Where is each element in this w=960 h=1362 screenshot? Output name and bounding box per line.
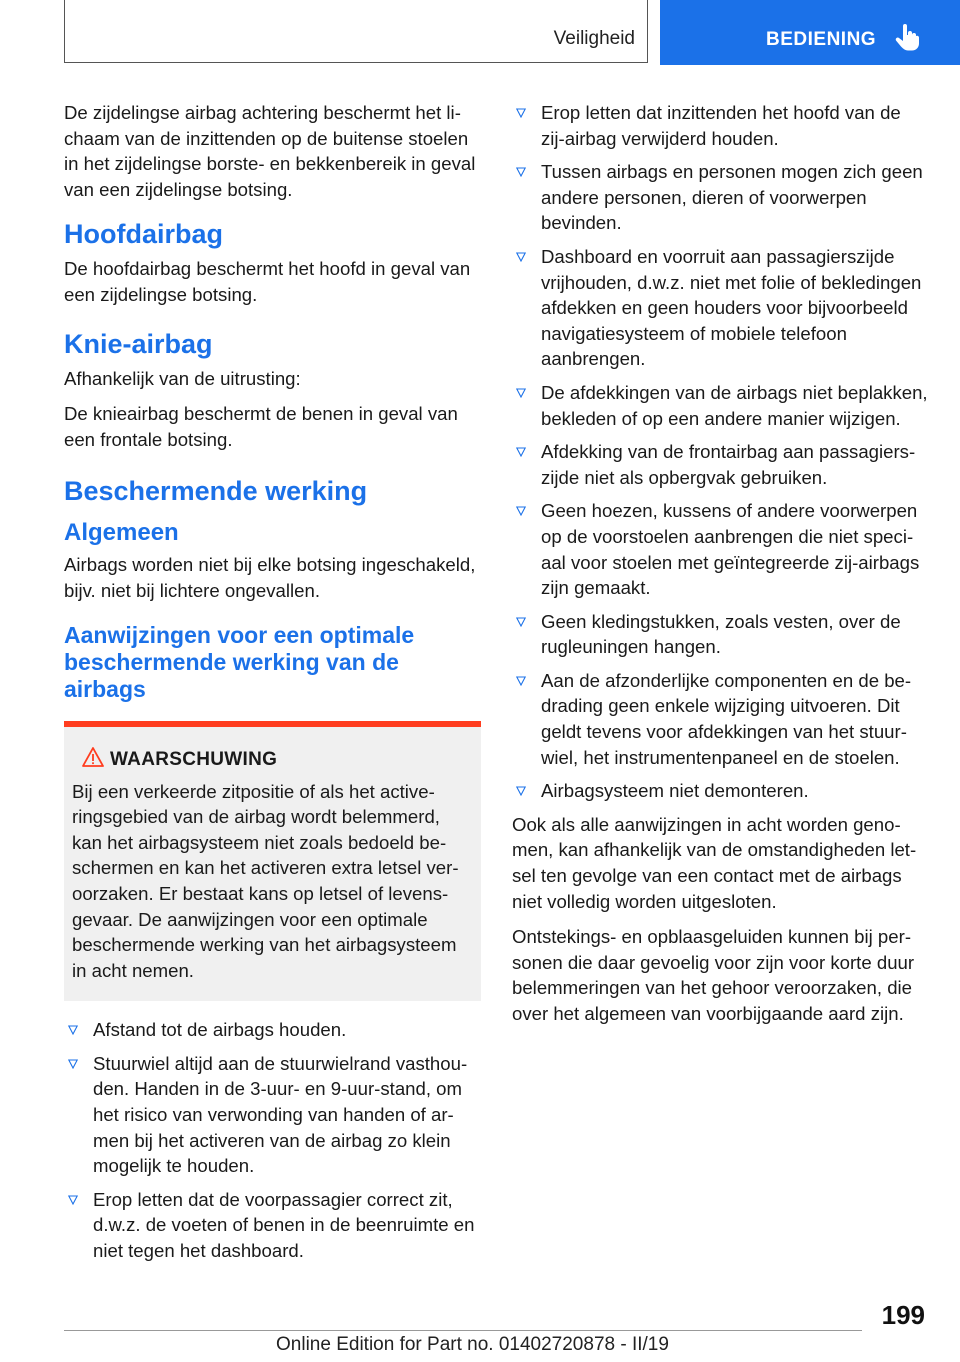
triangle-bullet-icon bbox=[516, 447, 526, 457]
list-item: De afdekkingen van de airbags niet beplakken, bekleden of op een andere manier wijzigen. bbox=[512, 380, 928, 431]
heading-aanwijzingen: Aanwijzingen voor een optimale beschermende werking van de airbags bbox=[64, 621, 415, 702]
list-item: Stuurwiel altijd aan de stuurwielrand vasthouden. Handen in de 3-uur- en 9-uur-stand, om het risico van verwonding van handen of armen bij het activeren van de airbag zo klein mogelijk te houden. bbox=[64, 1051, 481, 1179]
chapter-title: BEDIENING bbox=[766, 29, 877, 50]
heading-beschermende-werking: Beschermende werking bbox=[64, 476, 368, 507]
list-item: Dashboard en voorruit aan passagierszijde vrijhouden, d.w.z. niet met folie of bekledingen afdekken en geen houders voor bijvoorbeeld navigatiesysteem of mobiele telefoon aanbrengen. bbox=[512, 244, 928, 372]
section-title: Veiligheid bbox=[553, 28, 635, 49]
triangle-bullet-icon bbox=[516, 252, 526, 262]
warning-title bbox=[72, 749, 473, 771]
warning-box bbox=[64, 721, 481, 1002]
algemeen-text: Airbags worden niet bij elke botsing ingeschakeld, bijv. niet bij lichtere ongevallen. bbox=[64, 554, 476, 601]
pointing-hand-icon bbox=[894, 24, 920, 52]
list-item: Geen kledingstukken, zoals vesten, over de rugleuningen hangen. bbox=[512, 609, 928, 660]
knie-airbag-text-1: Afhankelijk van de uitrusting: bbox=[64, 367, 301, 389]
page-header bbox=[0, 0, 960, 66]
warning-triangle-icon bbox=[82, 746, 104, 768]
triangle-bullet-icon bbox=[68, 1195, 78, 1205]
left-bullet-list bbox=[64, 1017, 481, 1263]
heading-algemeen: Algemeen bbox=[64, 519, 179, 547]
page-number: 199 bbox=[881, 1300, 925, 1330]
list-item: Tussen airbags en personen mogen zich geen andere personen, dieren of voorwerpen bevinden. bbox=[512, 159, 928, 236]
triangle-bullet-icon bbox=[516, 506, 526, 516]
hoofdairbag-text: De hoofdairbag beschermt het hoofd in geval van een zijdelingse botsing. bbox=[64, 258, 471, 305]
list-item: Afstand tot de airbags houden. bbox=[64, 1017, 481, 1043]
list-item: Airbagsysteem niet demonteren. bbox=[512, 778, 928, 804]
heading-knie-airbag: Knie-airbag bbox=[64, 328, 213, 359]
triangle-bullet-icon bbox=[516, 676, 526, 686]
intro-paragraph: De zijdelingse airbag achtering beschermt het lichaam van de inzittenden op de buitense stoelen in het zijdelingse borste- en bekkenbereik in geval van een zijdelingse botsing. bbox=[64, 102, 476, 200]
right-column bbox=[512, 100, 928, 1037]
right-paragraph-2: Ontstekings- en opblaasgeluiden kunnen bij personen die daar gevoelig voor zijn voor korte duur belemmeringen van het gehoor veroorzaken, die over het algemeen van voorbijgaande aard zijn. bbox=[512, 926, 915, 1024]
list-item: Geen hoezen, kussens of andere voorwerpen op de voorstoelen aanbrengen die niet speciaal voor stoelen met geïntegreerde zij-airbags zijn gemaakt. bbox=[512, 498, 928, 600]
footer-edition: Online Edition for Part no. 01402720878 - II/19 bbox=[276, 1334, 669, 1355]
right-bullet-list bbox=[512, 100, 928, 804]
left-column bbox=[64, 100, 481, 1272]
heading-hoofdairbag: Hoofdairbag bbox=[64, 219, 223, 250]
list-item: Erop letten dat de voorpassagier correct zit, d.w.z. de voeten of benen in de beenruimte en niet tegen het dashboard. bbox=[64, 1187, 481, 1264]
chapter-tab bbox=[660, 0, 960, 65]
footer-divider bbox=[64, 1330, 862, 1331]
triangle-bullet-icon bbox=[516, 617, 526, 627]
right-paragraph-1: Ook als alle aanwijzingen in acht worden genomen, kan afhankelijk van de omstandigheden letsel ten gevolge van een contact met de airbags niet volledig worden uitgesloten. bbox=[512, 813, 917, 912]
section-tab bbox=[64, 0, 648, 63]
triangle-bullet-icon bbox=[68, 1059, 78, 1069]
triangle-bullet-icon bbox=[68, 1025, 78, 1035]
warning-text: Bij een verkeerde zitpositie of als het activeringsgebied van de airbag wordt belemmerd, kan het airbagsysteem niet zoals bedoeld beschermen en kan het activeren extra letsel veroorzaken. Er bestaat kans op letsel of levensgevaar. De aanwijzingen voor een optimale beschermende werking van het airbagsysteem in acht nemen. bbox=[72, 780, 459, 981]
list-item: Aan de afzonderlijke componenten en de bedrading geen enkele wijziging uitvoeren. Dit geldt tevens voor afdekkingen van het stuurwiel, het instrumentenpaneel en de stoelen. bbox=[512, 668, 928, 770]
triangle-bullet-icon bbox=[516, 167, 526, 177]
knie-airbag-text-2: De knieairbag beschermt de benen in geval van een frontale botsing. bbox=[64, 403, 458, 450]
warning-title-text: WAARSCHUWING bbox=[110, 748, 278, 770]
triangle-bullet-icon bbox=[516, 108, 526, 118]
list-item: Afdekking van de frontairbag aan passagierszijde niet als opbergvak gebruiken. bbox=[512, 439, 928, 490]
triangle-bullet-icon bbox=[516, 786, 526, 796]
list-item: Erop letten dat inzittenden het hoofd van de zij-airbag verwijderd houden. bbox=[512, 100, 928, 151]
triangle-bullet-icon bbox=[516, 388, 526, 398]
